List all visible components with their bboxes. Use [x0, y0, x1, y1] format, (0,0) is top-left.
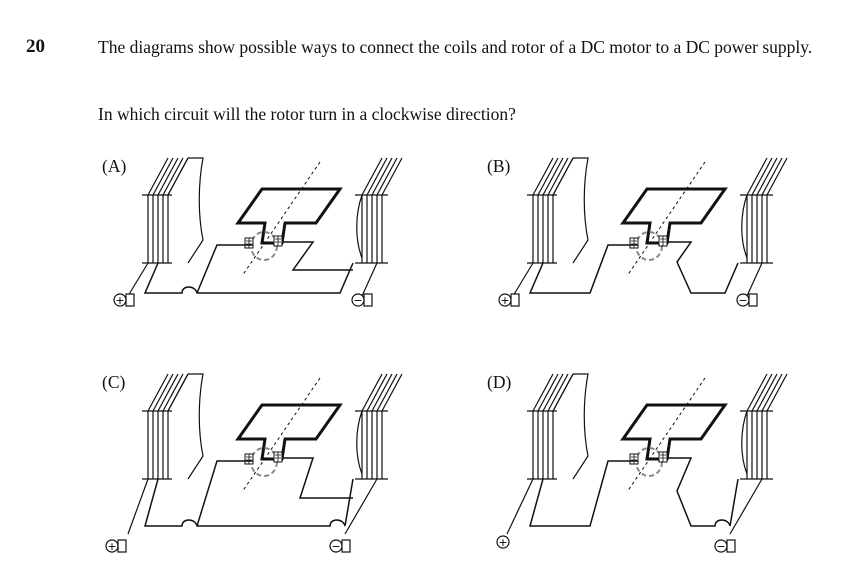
option-d-label[interactable]: (D)	[487, 372, 512, 392]
option-d-wires	[530, 458, 738, 526]
option-b-wires	[530, 242, 738, 293]
positive-sign: +	[115, 294, 125, 307]
positive-sign: +	[498, 536, 508, 549]
option-a-label[interactable]: (A)	[102, 156, 127, 176]
question-number: 20	[26, 36, 45, 57]
option-a-wires	[145, 242, 353, 293]
option-a-diagram[interactable]	[114, 158, 402, 307]
negative-sign: −	[331, 540, 341, 553]
positive-sign: +	[107, 540, 117, 553]
negative-sign: −	[738, 294, 748, 307]
negative-sign: −	[353, 294, 363, 307]
question-prompt: In which circuit will the rotor turn in a clockwise direction?	[98, 104, 516, 124]
option-c-wires	[145, 458, 353, 526]
option-c-label[interactable]: (C)	[102, 372, 126, 392]
option-d-diagram[interactable]	[497, 374, 787, 553]
option-b-diagram[interactable]	[499, 158, 787, 307]
option-b-label[interactable]: (B)	[487, 156, 511, 176]
positive-sign: +	[500, 294, 510, 307]
option-c-diagram[interactable]	[106, 374, 402, 553]
question-stem: The diagrams show possible ways to connect the coils and rotor of a DC motor to a DC power supply.	[98, 37, 813, 57]
negative-sign: −	[716, 540, 726, 553]
